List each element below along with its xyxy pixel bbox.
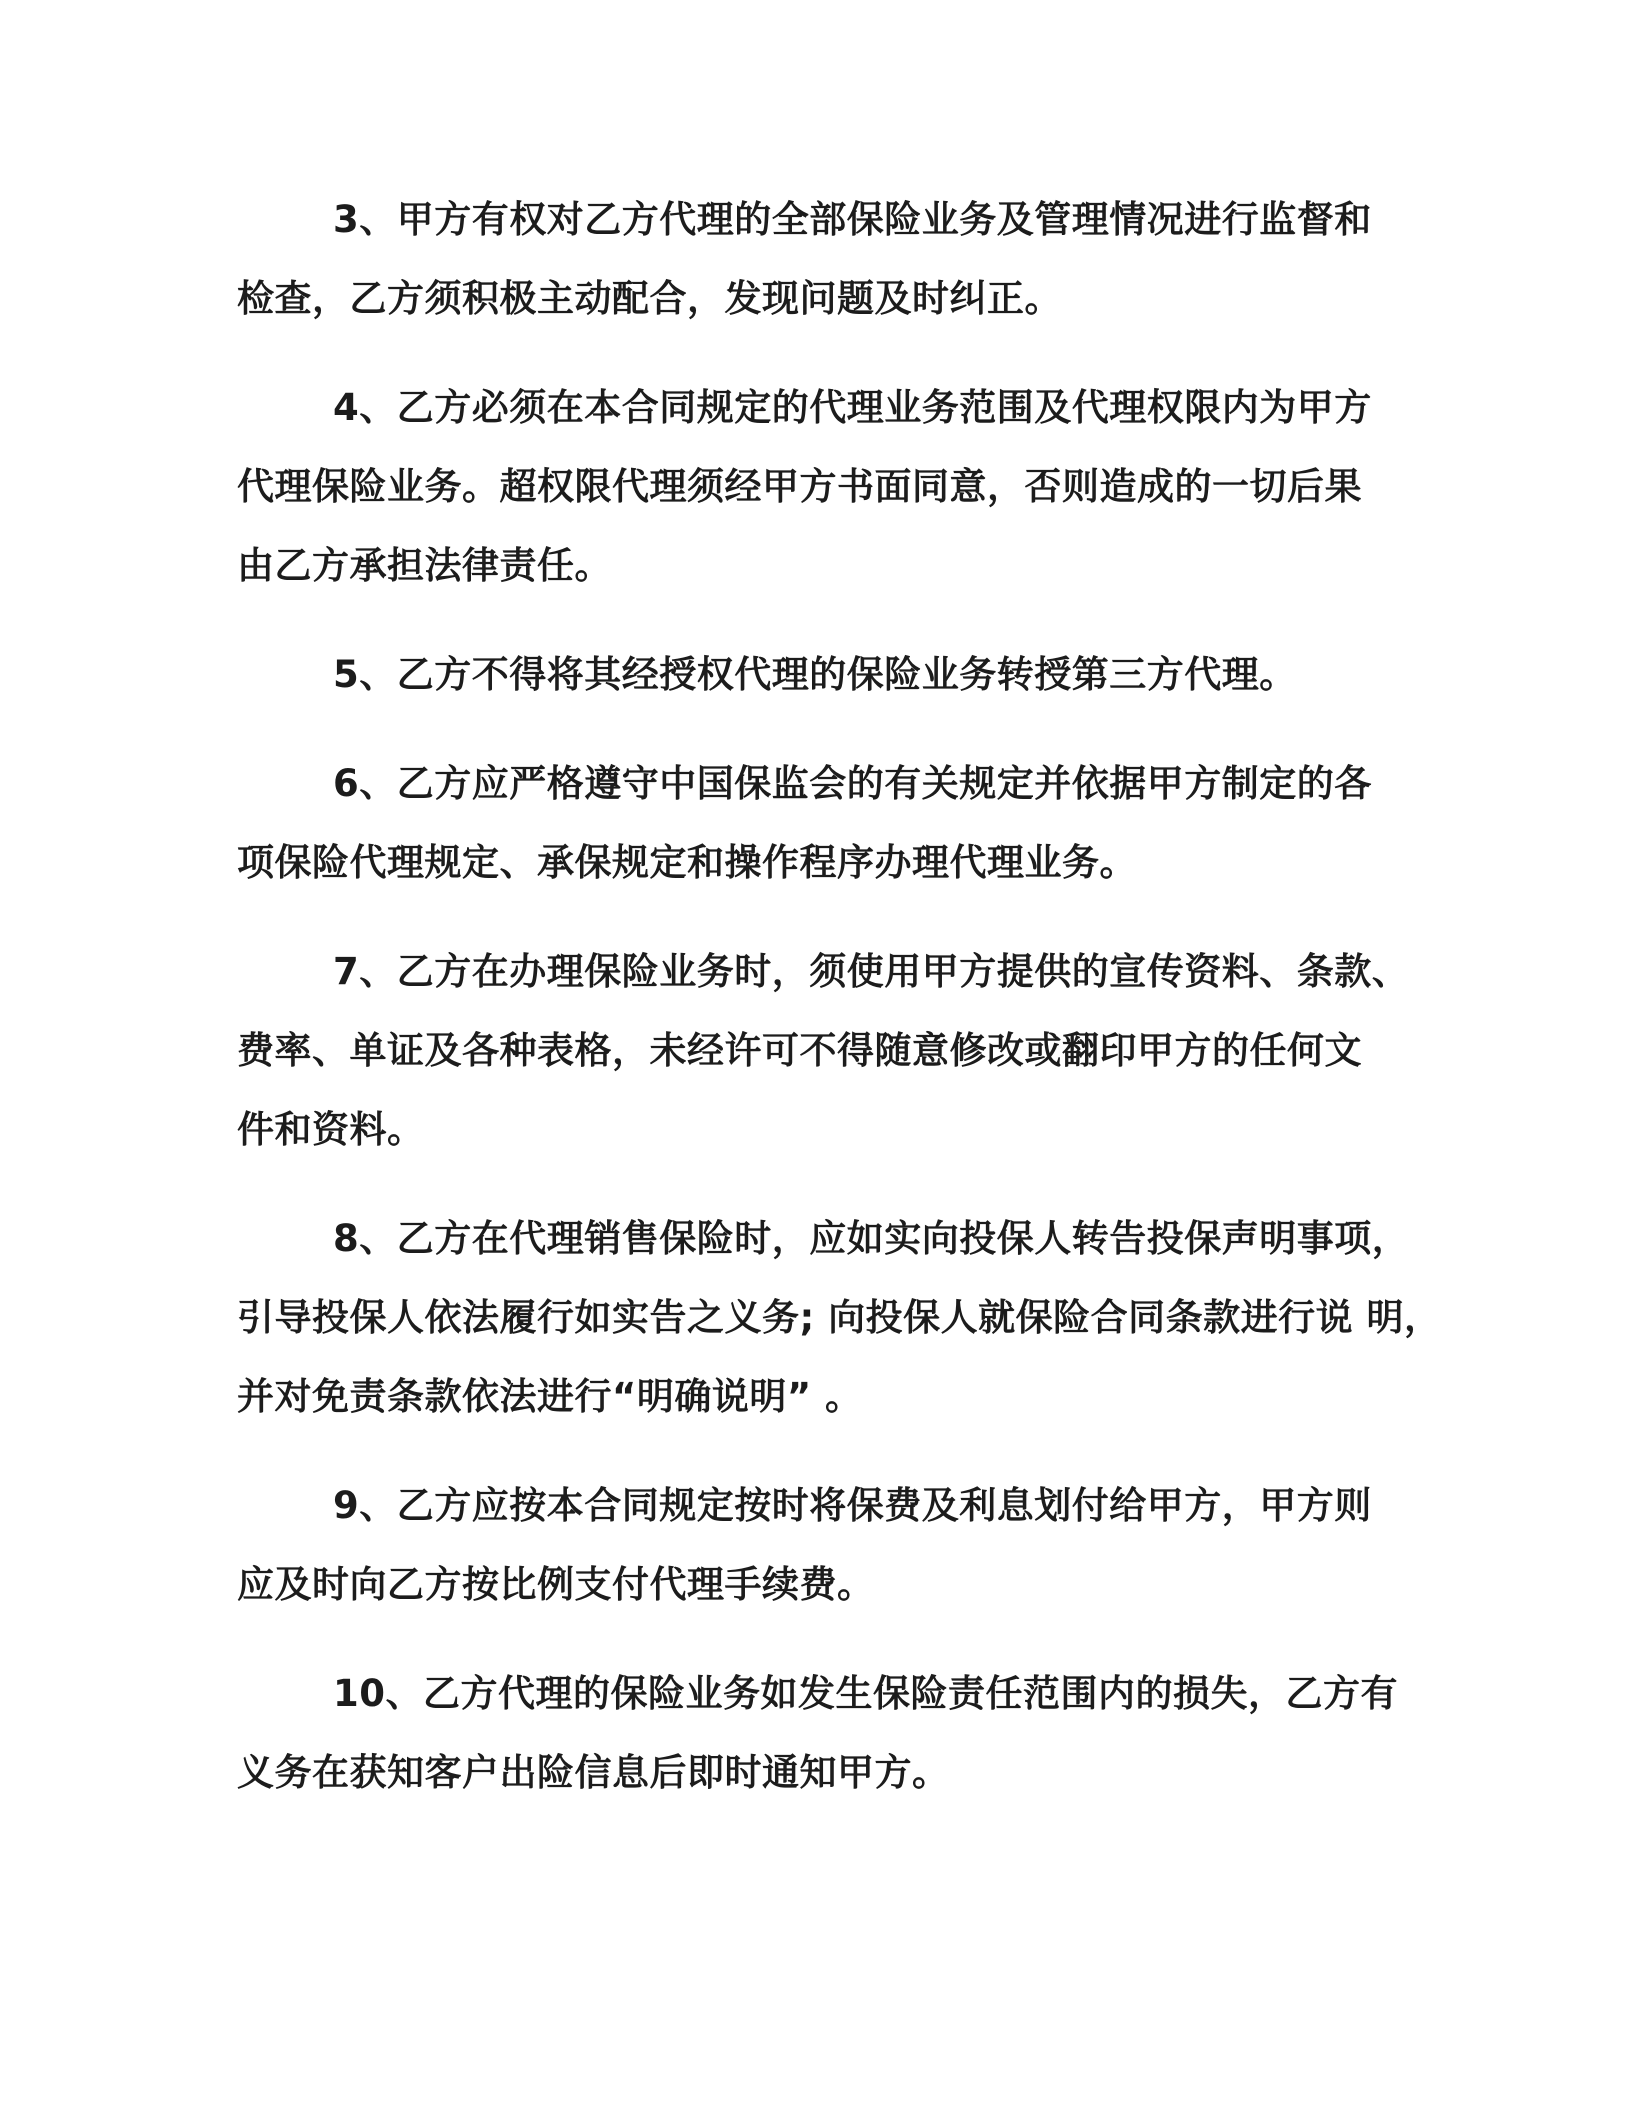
clause-line: 引导投保人依法履行如实告之义务; 向投保人就保险合同条款进行说 明， xyxy=(237,1296,1442,1339)
clause-line: 由乙方承担法律责任。 xyxy=(237,544,612,587)
clause-line: 9、乙方应按本合同规定按时将保费及利息划付给甲方，甲方则 xyxy=(333,1484,1372,1527)
clause-line: 8、乙方在代理销售保险时，应如实向投保人转告投保声明事项， xyxy=(333,1217,1410,1260)
clause-3 xyxy=(237,180,1397,338)
clause-line: 代理保险业务。超权限代理须经甲方书面同意，否则造成的一切后果 xyxy=(237,465,1362,508)
clause-line: 检查，乙方须积极主动配合，发现问题及时纠正。 xyxy=(237,277,1062,320)
contract-clauses xyxy=(237,180,1442,1842)
clause-line: 费率、单证及各种表格，未经许可不得随意修改或翻印甲方的任何文 xyxy=(237,1029,1362,1072)
clause-line: 3、甲方有权对乙方代理的全部保险业务及管理情况进行监督和 xyxy=(333,198,1372,241)
clause-line: 4、乙方必须在本合同规定的代理业务范围及代理权限内为甲方 xyxy=(333,386,1372,429)
clause-5 xyxy=(237,635,1397,714)
clause-line: 6、乙方应严格遵守中国保监会的有关规定并依据甲方制定的各 xyxy=(333,762,1372,805)
clause-line: 并对免责条款依法进行“明确说明” 。 xyxy=(237,1375,863,1418)
clause-6 xyxy=(237,744,1397,902)
clause-line: 项保险代理规定、承保规定和操作程序办理代理业务。 xyxy=(237,841,1137,884)
clause-9 xyxy=(237,1466,1397,1624)
clause-4 xyxy=(237,368,1397,605)
clause-line: 义务在获知客户出险信息后即时通知甲方。 xyxy=(237,1751,950,1794)
clause-line: 7、乙方在办理保险业务时，须使用甲方提供的宣传资料、条款、 xyxy=(333,950,1410,993)
clause-line: 5、乙方不得将其经授权代理的保险业务转授第三方代理。 xyxy=(333,653,1297,696)
clause-8 xyxy=(237,1199,1442,1436)
clause-line: 10、乙方代理的保险业务如发生保险责任范围内的损失，乙方有 xyxy=(333,1672,1398,1715)
clause-line: 件和资料。 xyxy=(237,1108,425,1151)
clause-10 xyxy=(237,1654,1397,1812)
clause-7 xyxy=(237,932,1410,1169)
clause-line: 应及时向乙方按比例支付代理手续费。 xyxy=(237,1563,875,1606)
